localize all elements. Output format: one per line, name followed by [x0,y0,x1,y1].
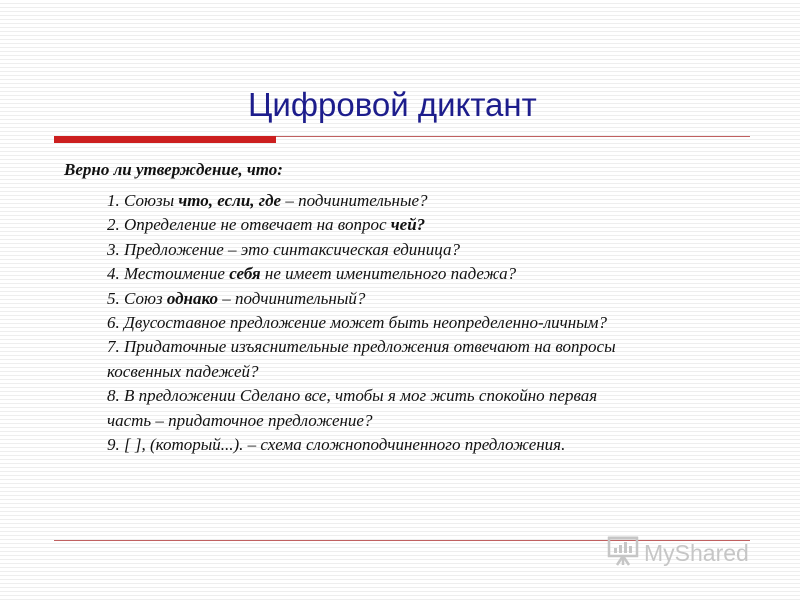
watermark-text: MyShared [644,539,749,566]
statement-text: 9. [ ], (который...). – схема сложноподчиненного предложения. [107,435,566,455]
statement-line [107,360,727,384]
statement-line [107,335,727,359]
statement-text: 1. Союзы [107,191,179,210]
statement-text: – подчинительные? [281,191,428,210]
title-accent-bar [54,136,276,143]
statement-text: 2. Определение не отвечает на вопрос [107,215,391,235]
statement-text: часть – придаточное предложение? [107,410,373,430]
statement-text: 7. Придаточные изъяснительные предложения отвечают на вопросы [107,337,616,357]
statement-line [107,409,727,433]
statement-line [107,287,727,311]
statement-text: 4. Местоимение [107,264,230,284]
statement-text: – подчинительный? [217,288,366,308]
statement-emphasis: себя [229,264,261,284]
statement-text: 3. Предложение – это синтаксическая единица? [107,239,460,259]
statement-line [107,238,727,262]
statement-text: 5. Союз [107,288,167,308]
statement-emphasis: чей? [390,215,426,235]
statement-line [107,433,727,457]
watermark-logo [606,536,749,570]
statement-text: 6. Двусоставное предложение может быть неопределенно-личным? [107,313,608,333]
statement-line [107,262,727,286]
statement-line [107,384,727,408]
statement-line [107,189,727,213]
question-prompt: Верно ли утверждение, что: [64,160,283,179]
statement-text: не имеет именительного падежа? [260,264,517,284]
title-divider-line [276,136,750,137]
statement-line [107,311,727,335]
slide-title: Цифровой диктант [248,86,537,123]
statement-text: 8. В предложении Сделано все, чтобы я мог жить спокойно первая [107,386,598,406]
statement-emphasis: однако [166,288,218,308]
presentation-board-icon [606,534,640,573]
statement-emphasis: что, если, где [178,191,282,210]
statement-list [107,189,727,457]
statement-line [107,213,727,237]
statement-text: косвенных падежей? [107,361,259,381]
